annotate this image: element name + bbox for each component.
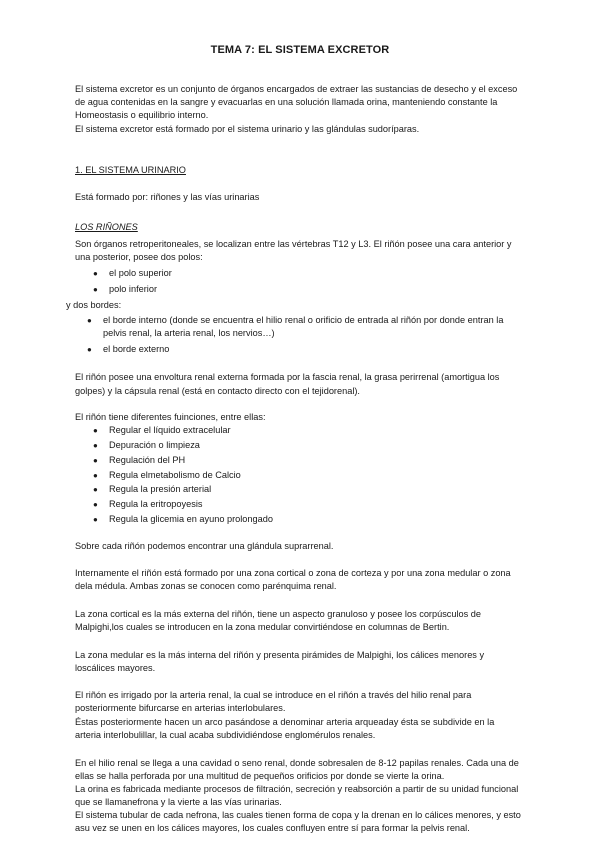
list-item: Regular el líquido extracelular <box>109 425 231 435</box>
paragraph-line: Malpighi,los cuales se introducen en la zona medular convirtiéndose en columnas de Bertin. <box>75 622 450 632</box>
list-item: Regula la presión arterial <box>109 484 212 494</box>
paragraph-line: Éstas posteriormente hacen un arco pasándose a denominar arteria arqueaday ésta se subdivide en la <box>75 717 495 727</box>
bullet-icon: ● <box>93 285 98 294</box>
intro-line: El sistema excretor está formado por el sistema urinario y las glándulas sudoríparas. <box>75 124 420 134</box>
paragraph-line: El riñón es irrigado por la arteria renal, la cual se introduce en el riñón a través del hilio renal para <box>75 690 472 700</box>
bullet-icon: ● <box>93 441 98 450</box>
paragraph-line: loscálices mayores. <box>75 663 156 673</box>
bullet-icon: ● <box>93 485 98 494</box>
section-intro: Está formado por: riñones y las vías urinarias <box>75 192 260 202</box>
bullet-icon: ● <box>87 345 92 354</box>
paragraph-line: Sobre cada riñón podemos encontrar una glándula suprarrenal. <box>75 541 334 551</box>
list-item: Depuración o limpieza <box>109 440 200 450</box>
list-item: Regula la glicemia en ayuno prolongado <box>109 514 273 524</box>
paragraph-line: una posterior, posee dos polos: <box>75 252 203 262</box>
list-item: polo inferior <box>109 284 158 294</box>
paragraph-line: posteriormente bifurcarse en arterias interlobulares. <box>75 703 286 713</box>
bullet-icon: ● <box>93 269 98 278</box>
intro-line: El sistema excretor es un conjunto de órganos encargados de extraer las sustancias de desecho y el exceso <box>75 84 518 94</box>
list-item: el borde interno (donde se encuentra el hilio renal o orificio de entrada al riñón por donde entran la <box>103 315 504 325</box>
list-item: Regula elmetabolismo de Calcio <box>109 470 241 480</box>
paragraph-line: asu vez se unen en los cálices mayores, los cuales confluyen entre sí para formar la pelvis renal. <box>75 823 470 833</box>
paragraph-line: y dos bordes: <box>66 300 122 310</box>
paragraph-line: El sistema tubular de cada nefrona, las cuales tienen forma de copa y la drenan en lo cálices menores, y esto <box>75 810 521 820</box>
intro-line: Homeostasis o equilibrio interno. <box>75 110 209 120</box>
list-item: Regulación del PH <box>109 455 186 465</box>
list-item: el polo superior <box>109 268 172 278</box>
paragraph-line: arteria interlobulillar, la cual acaba subdividiéndose englomérulos renales. <box>75 730 376 740</box>
list-item: Regula la eritropoyesis <box>109 499 203 509</box>
section-heading: 1. EL SISTEMA URINARIO <box>75 165 186 175</box>
list-item: el borde externo <box>103 344 170 354</box>
paragraph-line: La zona medular es la más interna del riñón y presenta pirámides de Malpighi, los cálices menores y <box>75 650 485 660</box>
paragraph-line: La zona cortical es la más externa del riñón, tiene un aspecto granuloso y posee los corpúsculos de <box>75 609 482 619</box>
paragraph-line: En el hilio renal se llega a una cavidad o seno renal, donde sobresalen de 8-12 papilas renales. Cada una de <box>75 758 519 768</box>
paragraph-line: golpes) y la cápsula renal (está en contacto directo con el tejidorenal). <box>75 386 360 396</box>
subsection-heading: LOS RIÑONES <box>75 222 138 232</box>
list-item-continuation: pelvis renal, la arteria renal, los nervios…) <box>103 328 275 338</box>
paragraph-line: Internamente el riñón está formado por una zona cortical o zona de corteza y por una zona medular o zona <box>75 568 511 578</box>
bullet-icon: ● <box>87 316 92 325</box>
bullet-icon: ● <box>93 456 98 465</box>
bullet-icon: ● <box>93 471 98 480</box>
document-title: TEMA 7: EL SISTEMA EXCRETOR <box>210 44 390 56</box>
paragraph-line: La orina es fabricada mediante procesos de filtración, secreción y reabsorción a partir de su unidad funcional <box>75 784 519 794</box>
bullet-icon: ● <box>93 500 98 509</box>
intro-line: de agua contenidas en la sangre y evacuarlas en una solución llamada orina, manteniendo constante la <box>75 97 498 107</box>
paragraph-line: Son órganos retroperitoneales, se localizan entre las vértebras T12 y L3. El riñón posee una cara anterior y <box>75 239 512 249</box>
bullet-icon: ● <box>93 426 98 435</box>
bullet-icon: ● <box>93 515 98 524</box>
paragraph-line: El riñón tiene diferentes fuinciones, entre ellas: <box>75 412 266 422</box>
paragraph-line: que se llamanefrona y la vierte a las vías urinarias. <box>75 797 282 807</box>
paragraph-line: El riñón posee una envoltura renal externa formada por la fascia renal, la grasa perirrenal (amortigua los <box>75 372 500 382</box>
paragraph-line: ellas se halla perforada por una multitud de pequeños orificios por donde se vierte la orina. <box>75 771 445 781</box>
paragraph-line: dela médula. Ambas zonas se conocen como parénquima renal. <box>75 581 337 591</box>
